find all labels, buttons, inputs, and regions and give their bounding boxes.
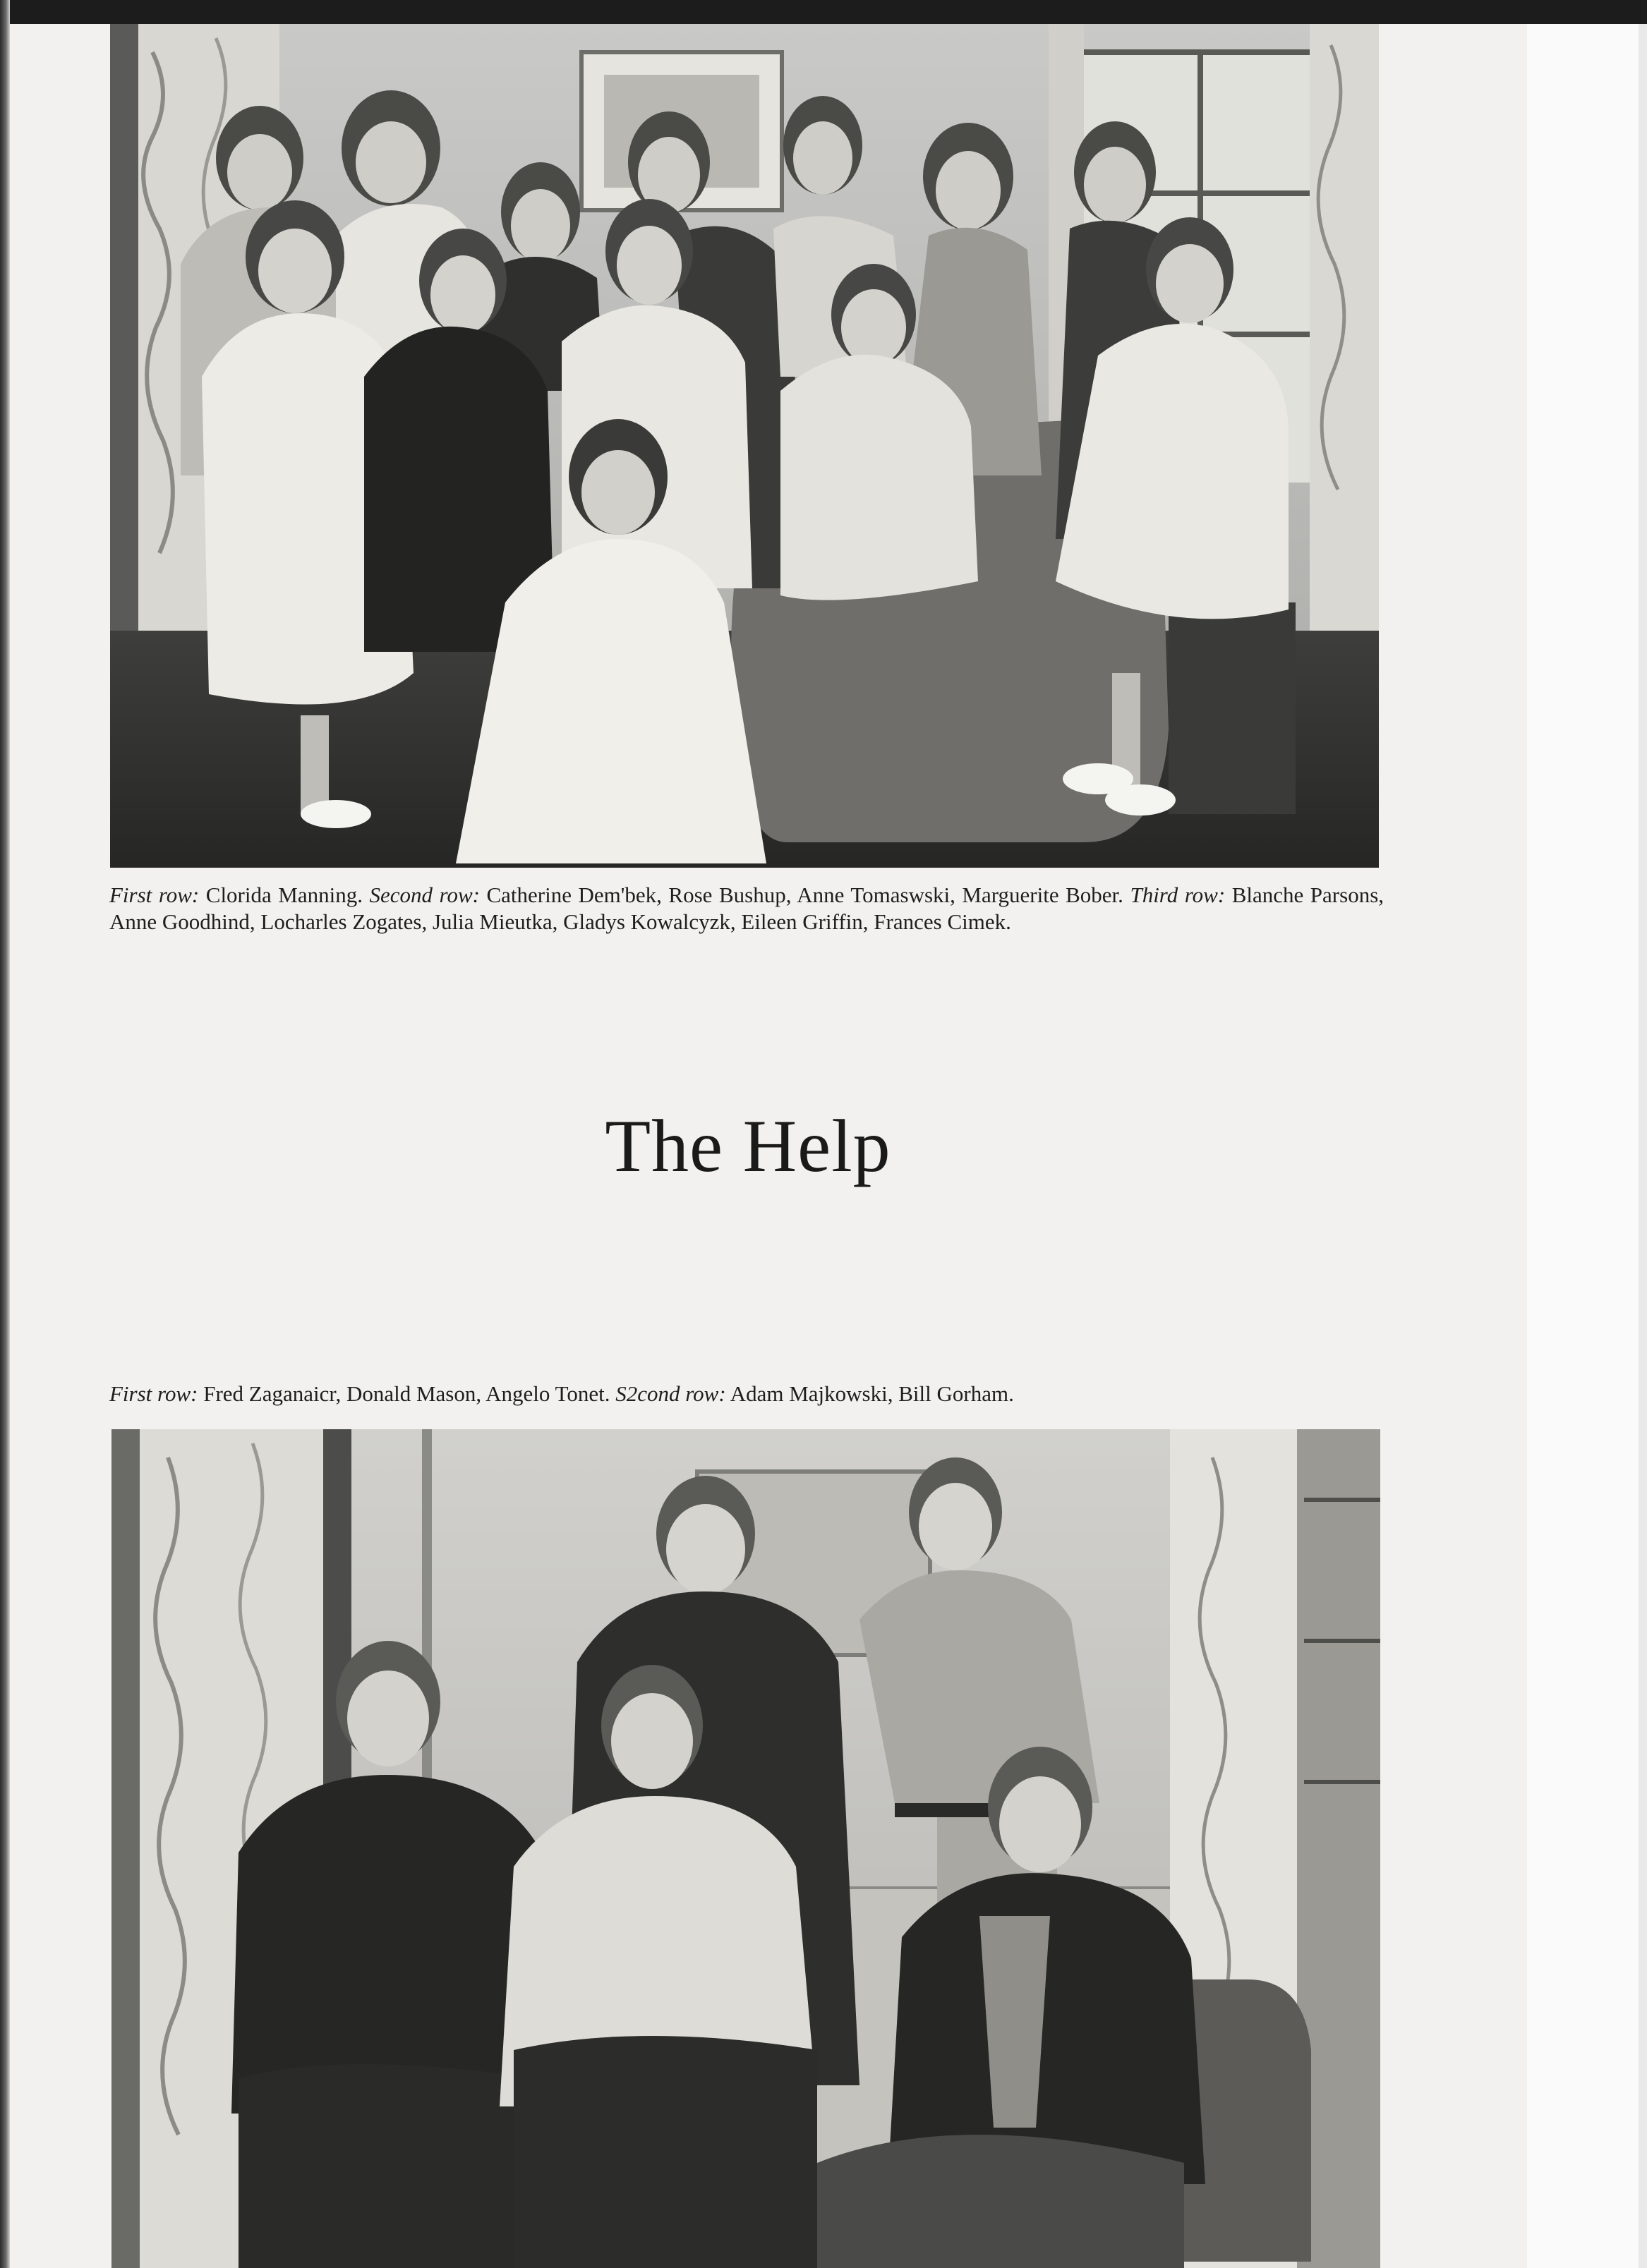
caption-row-names: Fred Zaganaicr, Donald Mason, Angelo Tonet. [203, 1381, 610, 1406]
scan-top-edge [0, 0, 1647, 24]
caption-row-names: Clorida Manning. [205, 883, 363, 907]
page-title: The Help [605, 1105, 891, 1187]
caption-row-label: First row: [109, 1381, 198, 1406]
caption-row-label: Third row: [1130, 883, 1226, 907]
caption-row-names: Blanche Parsons, Anne Goodhind, Locharles Zogates, Julia Mieutka, Gladys Kowalcyzk, Eileen Griffin, Frances Cimek. [109, 883, 1384, 934]
caption-men-staff [109, 1381, 1384, 1407]
caption-row-label: First row: [109, 883, 200, 907]
photo-women-staff [110, 24, 1379, 868]
scan-right-edge [1639, 24, 1647, 2268]
caption-row-names: Adam Majkowski, Bill Gorham. [730, 1381, 1014, 1406]
photo-men-staff [111, 1429, 1380, 2268]
caption-row-label: S2cond row: [615, 1381, 726, 1406]
caption-women-staff [109, 882, 1384, 935]
caption-row-label: Second row: [369, 883, 480, 907]
scan-right-margin [1527, 24, 1647, 2268]
caption-row-names: Catherine Dem'bek, Rose Bushup, Anne Tomaswski, Marguerite Bober. [486, 883, 1123, 907]
